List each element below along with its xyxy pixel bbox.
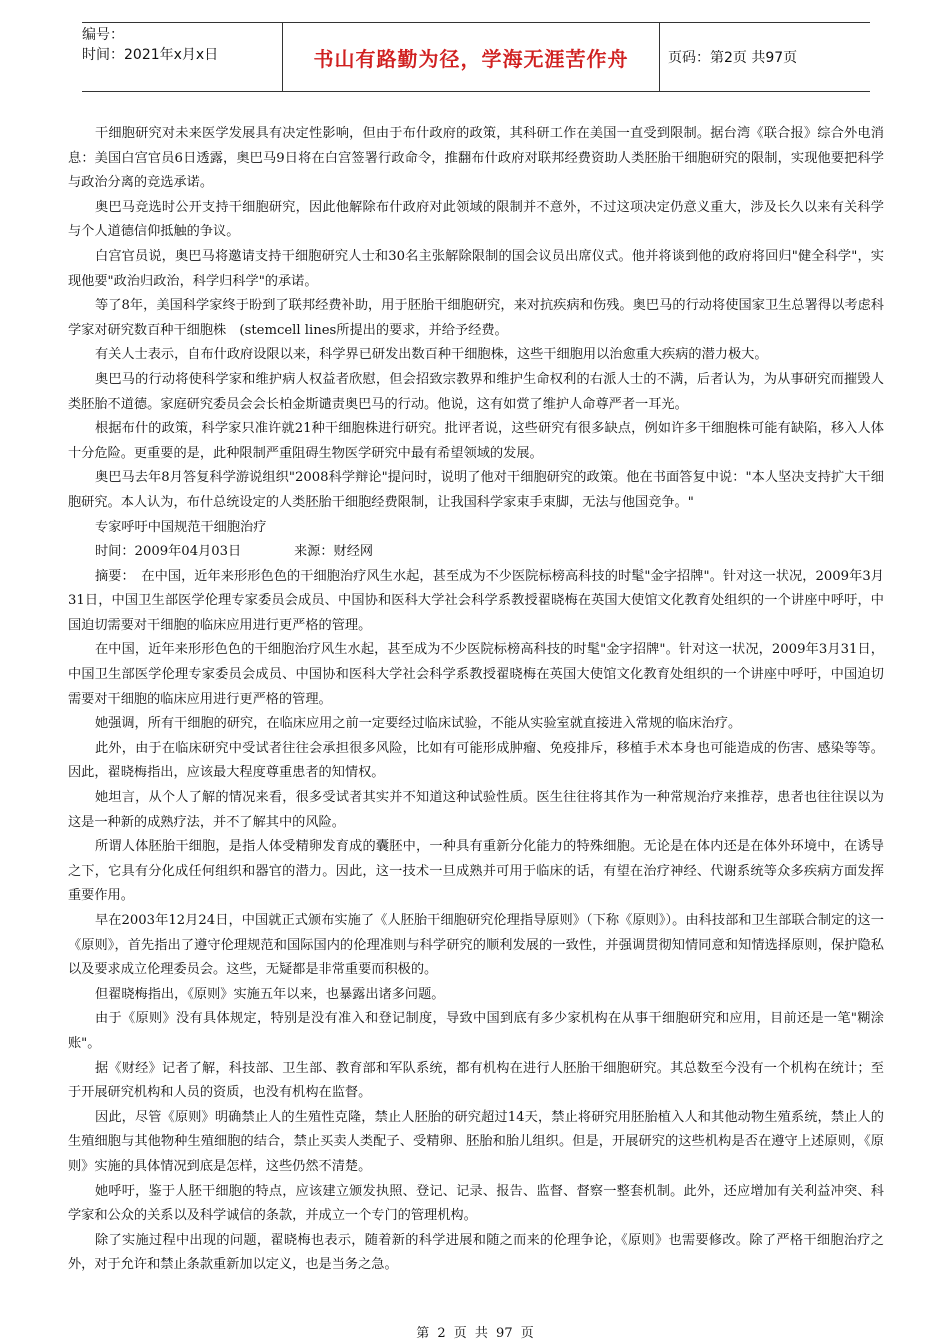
paragraph: 有关人士表示，自布什政府设限以来，科学界已研发出数百种干细胞株，这些干细胞用以治愈重大疾病的潜力极大。 (95, 347, 768, 363)
paragraph: 由于《原则》没有具体规定，特别是没有准入和登记制度，导致中国到底有多少家机构在从事干细胞研究和应用，目前还是一笔"糊涂账"。 (68, 1011, 884, 1051)
paragraph: 所谓人体胚胎干细胞，是指人体受精卵发育成的囊胚中，一种具有重新分化能力的特殊细胞。无论是在体内还是在体外环境中，在诱导之下，它具有分化成任何组织和器官的潜力。因此，这一技术一旦成熟并可用于临床的话，有望在治疗神经、代谢系统等众多疾病方面发挥重要作用。 (68, 839, 884, 904)
page-footer: 第 2 页 共 97 页 (416, 1326, 534, 1341)
paragraph: 她坦言，从个人了解的情况来看，很多受试者其实并不知道这种试验性质。医生往往将其作为一种常规治疗来推荐，患者也往往误以为这是一种新的成熟疗法，并不了解其中的风险。 (68, 790, 884, 830)
paragraph: 奥巴马的行动将使科学家和维护病人权益者欣慰，但会招致宗教界和维护生命权利的右派人士的不满，后者认为，为从事研究而摧毁人类胚胎不道德。家庭研究委员会会长柏金斯谴责奥巴马的行动。他说，这有如赏了维护人命尊严者一耳光。 (68, 371, 884, 412)
paragraph: 早在2003年12月24日，中国就正式颁布实施了《人胚胎干细胞研究伦理指导原则》（下称《原则》）。由科技部和卫生部联合制定的这一《原则》，首先指出了遵守伦理规范和国际国内的伦理准则与科学研究的顺利发展的一致性，并强调贯彻知情同意和知情选择原则，保护隐私以及要求成立伦理委员会。这些，无疑都是非常重要而积极的。 (68, 913, 884, 978)
paragraph: 她强调，所有干细胞的研究，在临床应用之前一定要经过临床试验，不能从实验室就直接进入常规的临床治疗。 (95, 716, 742, 732)
paragraph: 除了实施过程中出现的问题，翟晓梅也表示，随着新的科学进展和随之而来的伦理争论，《原则》也需要修改。除了严格干细胞治疗之外，对于允许和禁止条款重新加以定义，也是当务之急。 (68, 1232, 884, 1273)
paragraph: 白宫官员说，奥巴马将邀请支持干细胞研究人士和30名主张解除限制的国会议员出席仪式。他并将谈到他的政府将回归"健全科学"，实现他要"政治归政治，科学归科学"的承诺。 (68, 248, 884, 289)
header-motto: 书山有路勤为径，学海无涯苦作舟 (282, 23, 660, 91)
paragraph: 等了8年，美国科学家终于盼到了联邦经费补助，用于胚胎干细胞研究，来对抗疾病和伤残。奥巴马的行动将使国家卫生总署得以考虑科学家对研究数百种干细胞株 (stemcell lines所提出的要求，并给予经费。 (68, 298, 884, 338)
paragraph: 奥巴马去年8月答复科学游说组织"2008科学辩论"提问时，说明了他对干细胞研究的政策。他在书面答复中说："本人坚决支持扩大干细胞研究。本人认为，布什总统设定的人类胚胎干细胞经费限制，让我国科学家束手束脚，无法与他国竞争。" (68, 470, 884, 510)
header-meta (82, 23, 282, 91)
paragraph: 但翟晓梅指出，《原则》实施五年以来，也暴露出诸多问题。 (95, 986, 445, 1002)
article-dateline: 时间：2009年04月03日 来源：财经网 (95, 544, 374, 560)
paragraph: 因此，尽管《原则》明确禁止人的生殖性克隆，禁止人胚胎的研究超过14天，禁止将研究用胚胎植入人和其他动物生殖系统，禁止人的生殖细胞与其他物种生殖细胞的结合，禁止买卖人类配子、受精卵、胚胎和胎儿组织。但是，开展研究的这些机构是否在遵守上述原则，《原则》实施的具体情况到底是怎样，这些仍然不清楚。 (68, 1109, 884, 1174)
section-heading: 专家呼吁中国规范干细胞治疗 (95, 519, 267, 535)
document-body (68, 122, 884, 1278)
article-abstract: 摘要： 在中国，近年来形形色色的干细胞治疗风生水起，甚至成为不少医院标榜高科技的时髦"金字招牌"。针对这一状况，2009年3月31日，中国卫生部医学伦理专家委员会成员、中国协和医科大学社会科学系教授翟晓梅在英国大使馆文化教育处组织的一个讲座中呼吁，中国迫切需要对干细胞的临床应用进行更严格的管理。 (68, 568, 884, 633)
paragraph: 她呼吁，鉴于人胚干细胞的特点，应该建立颁发执照、登记、记录、报告、监督、督察一整套机制。此外，还应增加有关利益冲突、科学家和公众的关系以及科学诚信的条款，并成立一个专门的管理机构。 (68, 1183, 884, 1224)
paragraph: 据《财经》记者了解，科技部、卫生部、教育部和军队系统，都有机构在进行人胚胎干细胞研究。其总数至今没有一个机构在统计；至于开展研究机构和人员的资质，也没有机构在监督。 (68, 1060, 884, 1101)
page-header (82, 22, 870, 92)
paragraph: 此外，由于在临床研究中受试者往往会承担很多风险，比如有可能形成肿瘤、免疫排斥，移植手术本身也可能造成的伤害、感染等等。因此，翟晓梅指出，应该最大程度尊重患者的知情权。 (68, 740, 884, 781)
paragraph: 干细胞研究对未来医学发展具有决定性影响，但由于布什政府的政策，其科研工作在美国一直受到限制。据台湾《联合报》综合外电消息：美国白宫官员6日透露，奥巴马9日将在白宫签署行政命令，推翻布什政府对联邦经费资助人类胚胎干细胞研究的限制，实现他要把科学与政治分离的竞选承诺。 (68, 126, 884, 191)
paragraph: 在中国，近年来形形色色的干细胞治疗风生水起，甚至成为不少医院标榜高科技的时髦"金字招牌"。针对这一状况，2009年3月31日，中国卫生部医学伦理专家委员会成员、中国协和医科大学社会科学系教授翟晓梅在英国大使馆文化教育处组织的一个讲座中呼吁，中国迫切需要对干细胞的临床应用进行更严格的管理。 (68, 642, 884, 707)
paragraph: 奥巴马竞选时公开支持干细胞研究，因此他解除布什政府对此领域的限制并不意外，不过这项决定仍意义重大，涉及长久以来有关科学与个人道德信仰抵触的争议。 (68, 199, 884, 240)
document-time-label: 时间：2021年x月x日 (82, 47, 219, 63)
document-number-label: 编号： (82, 27, 124, 43)
paragraph: 根据布什的政策，科学家只准许就21种干细胞株进行研究。批评者说，这些研究有很多缺点，例如许多干细胞株可能有缺陷，移入人体十分危险。更重要的是，此种限制严重阻碍生物医学研究中最有希望领域的发展。 (68, 421, 884, 461)
header-page-number: 页码：第2页 共97页 (668, 50, 798, 66)
